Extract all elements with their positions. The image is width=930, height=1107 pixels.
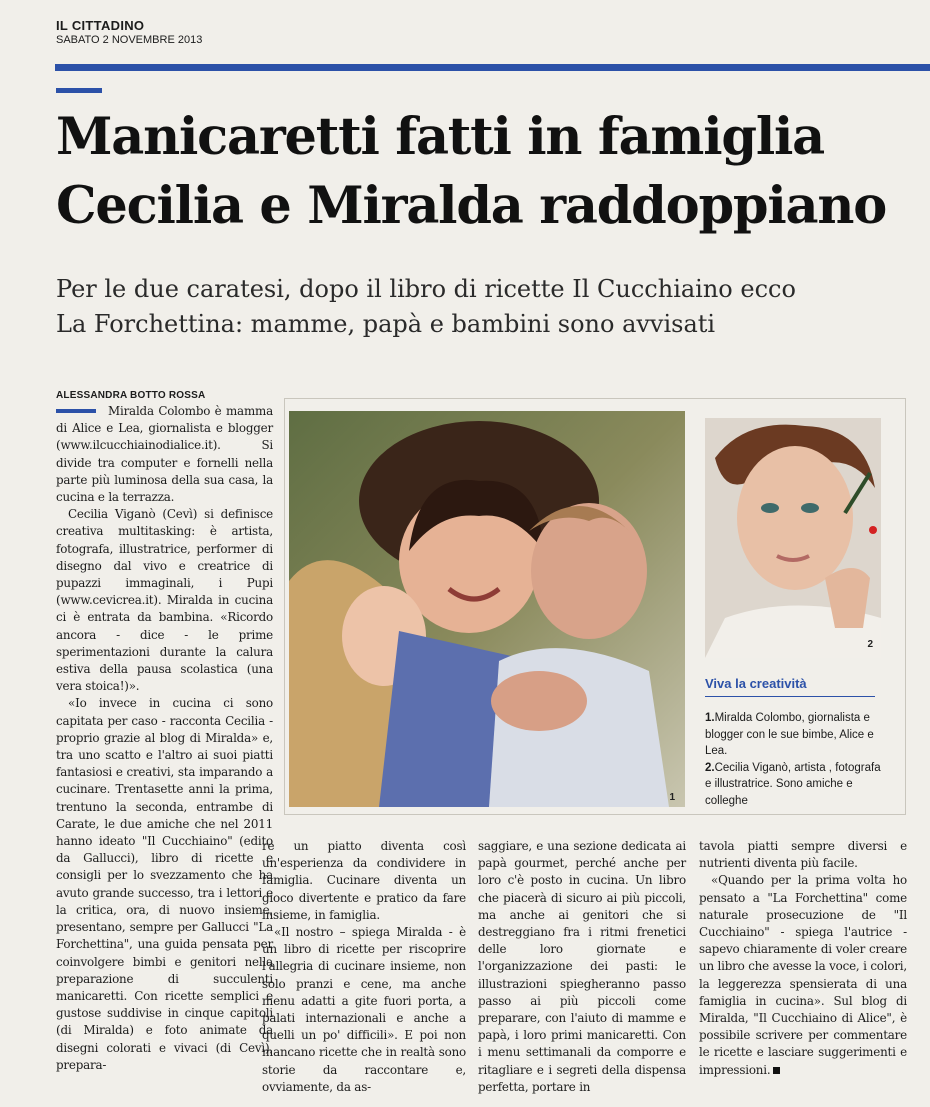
subheadline-line-1: Per le due caratesi, dopo il libro di ricette Il Cucchiaino ecco: [56, 275, 796, 303]
paragraph: tavola piatti sempre diversi e nutrienti diventa più facile.: [699, 839, 907, 871]
family-photo-illustration: [289, 411, 685, 807]
paragraph: re un piatto diventa così un'esperienza da condividere in famiglia. Cucinare diventa un gioco divertente e pratico da fare insieme, in famiglia.: [262, 839, 466, 922]
paragraph: saggiare, e una sezione dedicata ai papà gourmet, perché anche per loro c'è posto in cucina. Un libro che piacerà di sicuro ai più piccoli, ma anche ai genitori che si destreggiano fra i ritmi frenetici delle loro giornate e l'organizzazione dei pasti: le illustrazioni spiegheranno passo passo ai più piccoli come preparare, con l'aiuto di mamme e papà, i loro primi manicaretti. Con i menu settimanali da comporre e ritagliare e i segreti della dispensa perfetta, portare in: [478, 839, 686, 1094]
article-column-4: [699, 838, 907, 1079]
paragraph: Cecilia Viganò (Cevì) si definisce creativa multitasking: è artista, fotografa, illustratrice, performer di disegno dal vivo e creatrice di pupazzi immaginali, i Pupi (www.cevicrea.it). Miralda in cucina ci è entrata da bambina. «Ricordo ancora - dice - le prime sperimentazioni durante la calura estiva della pausa scolastica (una vera stoica!)».: [56, 507, 273, 694]
caption-rule: [705, 696, 875, 697]
top-rule: [55, 64, 930, 71]
caption-item-1: 1.Miralda Colombo, giornalista e blogger con le sue bimbe, Alice e Lea.: [705, 712, 874, 757]
dateline: SABATO 2 NOVEMBRE 2013: [56, 34, 203, 46]
subheadline-line-2: La Forchettina: mamme, papà e bambini sono avvisati: [56, 310, 716, 338]
photo-number-1: 1: [669, 792, 675, 803]
portrait-illustration: [705, 418, 881, 658]
caption-item-2: 2.Cecilia Viganò, artista , fotografa e illustratrice. Sono amiche e colleghe: [705, 761, 881, 807]
paragraph: Miralda Colombo è mamma di Alice e Lea, giornalista e blogger (www.ilcucchiainodialice.it). Si divide tra computer e fornelli nella parte più luminosa della sua casa, la cucina e la terrazza.: [56, 404, 273, 505]
headline-line-1: Manicaretti fatti in famiglia: [56, 107, 825, 167]
caption: [705, 710, 885, 809]
caption-title: Viva la creatività: [705, 676, 807, 691]
byline: ALESSANDRA BOTTO ROSSA: [56, 390, 206, 401]
article-column-1: [56, 403, 273, 1074]
photo-number-2: 2: [867, 639, 873, 650]
paragraph: «Quando per la prima volta ho pensato a "La Forchettina" come naturale prosecuzione de "Il Cucchiaino" - spiega l'autrice - sapevo chiaramente di voler creare un libro che avesse la voce, i colori, la leggerezza spensierata di una famiglia in cucina». Sul blog di Miralda, "Il Cucchiaino di Alice", è possibile scrivere per commentare le ricette e lasciare suggerimenti e impressioni.: [699, 873, 907, 1077]
headline-line-2: Cecilia e Miralda raddoppiano: [56, 176, 887, 236]
headline-accent-bar: [56, 88, 102, 93]
portrait-photo: [705, 418, 881, 658]
paragraph: «Il nostro – spiega Miralda - è un libro di ricette per riscoprire l'allegria di cucinare insieme, non solo pranzi e cene, ma anche menu adatti a gite fuori porta, a palati internazionali e anche a quelli un po' difficili». E poi non mancano ricette che in realtà sono storie da raccontare e, ovviamente, da as-: [262, 925, 466, 1094]
family-photo: [289, 411, 685, 807]
headline: [56, 106, 926, 237]
masthead: IL CITTADINO: [56, 18, 145, 33]
end-mark-icon: [773, 1067, 780, 1074]
subheadline: [56, 272, 906, 342]
paragraph: «Io invece in cucina ci sono capitata per caso - racconta Cecilia - proprio grazie al blog di Miralda» e, tra uno scatto e l'altro ai suoi piatti fantasiosi e creativi, sta imparando a cucinare. Trentasette anni la prima, trentuno la seconda, entrambe di Carate, le due amiche che nel 2011 hanno ideato "Il Cucchiaino" (edito da Gallucci), libro di ricette e consigli per lo svezzamento che ha avuto grande successo, tra i lettori e la critica, ora, di nuovo insieme, presentano, sempre per Gallucci "La Forchettina", una guida pensata per coinvolgere bimbi e genitori nella preparazione di succulenti manicaretti. Con ricette semplici e gustose suddivise in cinque capitoli (di Miralda) e foto animate da disegni colorati e vivaci (di Cevì), prepara-: [56, 696, 273, 1072]
article-column-3: [478, 838, 686, 1096]
article-column-2: [262, 838, 466, 1096]
